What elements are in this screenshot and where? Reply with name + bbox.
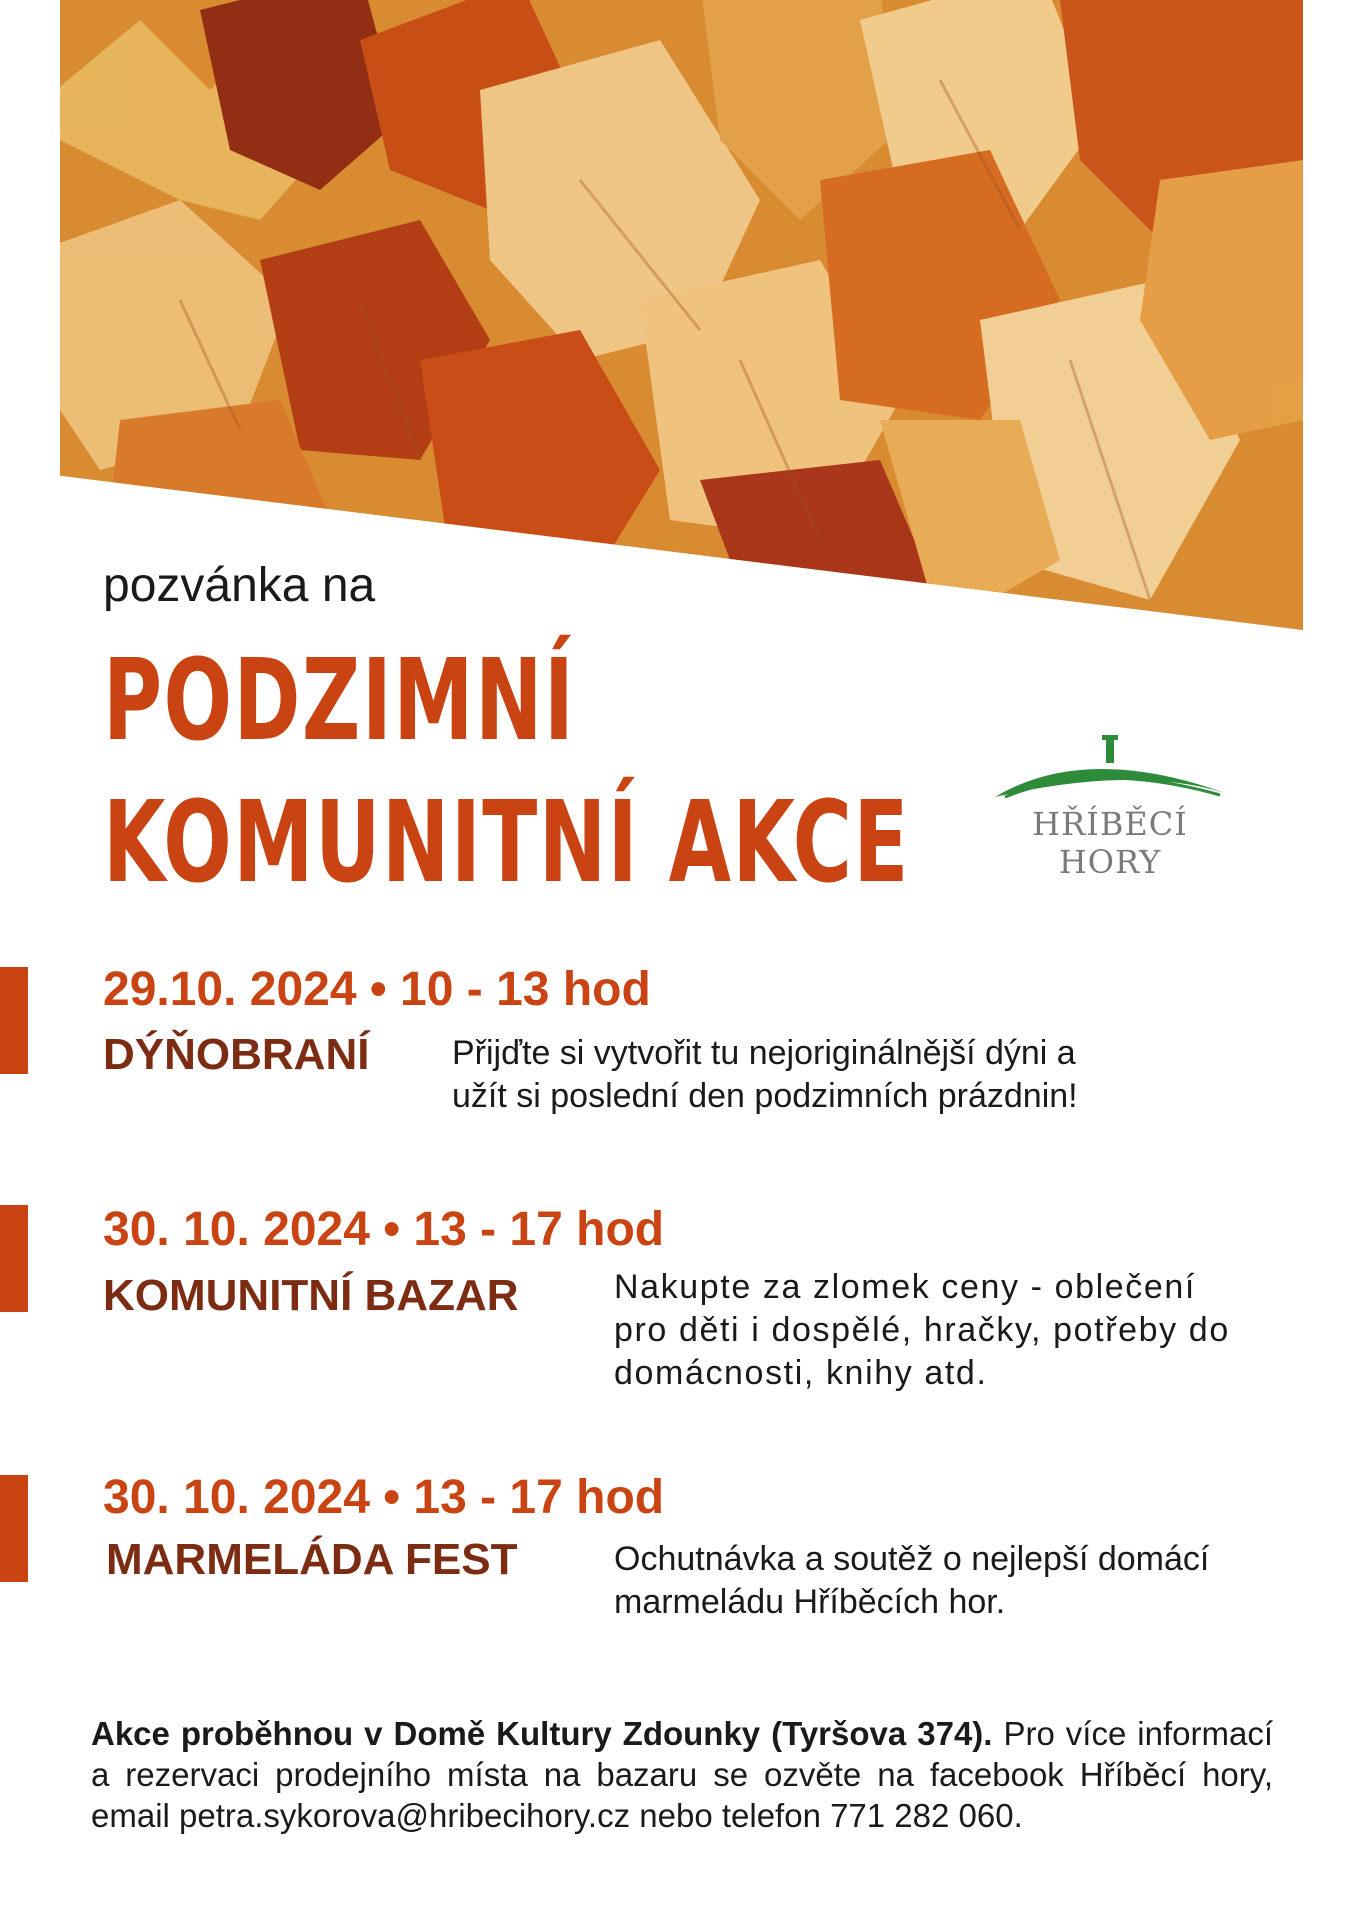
title-line-2: KOMUNITNÍ AKCE (103, 778, 910, 908)
footer-contact: Pro více informací a rezervaci prodejního místa na bazaru se ozvěte na facebook Hříběcí hory, email petra.sykorova@hribecihory.cz nebo telefon 771 282 060. (91, 1715, 1273, 1834)
leaves-illustration (60, 0, 1303, 630)
event-2-desc-line: Nakupte za zlomek ceny - oblečení (614, 1268, 1196, 1306)
event-1-description (452, 1032, 1078, 1118)
event-2-name: KOMUNITNÍ BAZAR (103, 1271, 519, 1320)
event-2-date: 30. 10. 2024 • 13 - 17 hod (103, 1203, 665, 1256)
event-marker-bar (0, 967, 28, 1074)
event-3-name: MARMELÁDA FEST (106, 1535, 518, 1584)
logo-name: HŘÍBĚCÍ HORY (1032, 805, 1188, 881)
event-3-date: 30. 10. 2024 • 13 - 17 hod (103, 1471, 665, 1524)
event-3-desc-line: marmeládu Hříběcích hor. (614, 1583, 1006, 1621)
event-3-description (614, 1538, 1209, 1624)
title-line-1: PODZIMNÍ (103, 636, 576, 766)
autumn-leaves-image (60, 0, 1303, 630)
event-marker-bar (0, 1205, 28, 1312)
event-1-desc-line: užít si poslední den podzimních prázdnin! (452, 1077, 1078, 1115)
event-1-desc-line: Přijďte si vytvořit tu nejoriginálnější dýni a (452, 1034, 1076, 1072)
event-1-name: DÝŇOBRANÍ (103, 1030, 370, 1079)
footer-info (91, 1713, 1273, 1836)
event-2-desc-line: domácnosti, knihy atd. (614, 1354, 988, 1392)
event-2-desc-line: pro děti i dospělé, hračky, potřeby do (614, 1311, 1230, 1349)
footer-venue: Akce proběhnou v Domě Kultury Zdounky (Tyršova 374). (91, 1715, 993, 1752)
event-3-desc-line: Ochutnávka a soutěž o nejlepší domácí (614, 1540, 1210, 1578)
invitation-intro: pozvánka na (103, 559, 376, 612)
page-title (103, 630, 910, 914)
event-2-description (614, 1266, 1230, 1395)
event-marker-bar (0, 1475, 28, 1582)
event-1-date: 29.10. 2024 • 10 - 13 hod (103, 963, 651, 1016)
